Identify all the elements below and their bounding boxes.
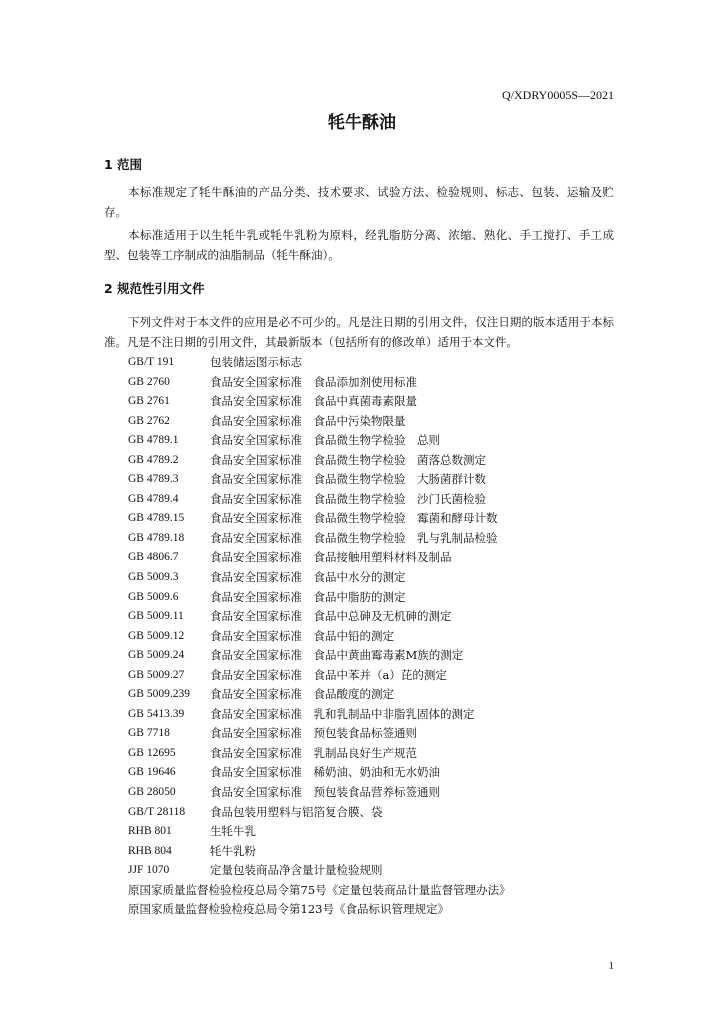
reference-title: 食品安全国家标准 食品微生物学检验 沙门氏菌检验 (210, 491, 486, 506)
reference-title: 食品安全国家标准 食品中脂肪的测定 (210, 589, 406, 604)
reference-title: 食品包装用塑料与铝箔复合膜、袋 (210, 804, 383, 819)
reference-code: RHB 804 (128, 844, 172, 857)
reference-code: GB 4789.2 (128, 453, 179, 466)
reference-code: GB 4806.7 (128, 551, 179, 564)
reference-code: GB 2761 (128, 395, 170, 408)
section-1-paragraph-1: 本标准规定了牦牛酥油的产品分类、技术要求、试验方法、检验规则、标志、包装、运输及贮存。 (104, 185, 614, 219)
reference-title: 包装储运图示标志 (210, 355, 302, 369)
reference-row (128, 803, 618, 823)
reference-title: 食品安全国家标准 食品中真菌毒素限量 (210, 394, 417, 409)
reference-code: GB 2760 (128, 375, 170, 388)
reference-title: 生牦牛乳 (210, 824, 256, 839)
reference-row (128, 842, 618, 862)
reference-code: GB 19646 (128, 766, 176, 779)
reference-title: 食品安全国家标准 乳制品良好生产规范 (210, 745, 417, 760)
reference-code: GB 7718 (128, 727, 170, 740)
reference-row (128, 548, 618, 568)
reference-code: GB 2762 (128, 414, 170, 427)
reference-code: GB 5009.239 (128, 688, 190, 701)
reference-row (128, 744, 618, 764)
reference-title: 食品安全国家标准 预包装食品标签通则 (210, 726, 417, 741)
reference-title: 食品安全国家标准 食品中黄曲霉毒素M族的测定 (210, 648, 464, 663)
reference-row (128, 763, 618, 783)
reference-code: GB 5413.39 (128, 707, 185, 720)
reference-title: 食品安全国家标准 食品中污染物限量 (210, 413, 406, 428)
reference-row (128, 666, 618, 686)
section-2-intro: 下列文件对于本文件的应用是必不可少的。凡是注日期的引用文件，仅注日期的版本适用于本标准。凡是不注日期的引用文件，其最新版本（包括所有的修改单）适用于本文件。 (104, 315, 614, 349)
reference-code: GB 5009.11 (128, 610, 184, 623)
reference-code: GB 5009.3 (128, 571, 179, 584)
reference-title: 牦牛乳粉 (210, 843, 256, 858)
reference-title: 食品安全国家标准 食品微生物学检验 霉菌和酵母计数 (210, 511, 498, 526)
reference-title: 食品安全国家标准 乳和乳制品中非脂乳固体的测定 (210, 706, 475, 721)
reference-code: GB 28050 (128, 786, 176, 799)
standard-code: Q/XDRY0005S—2021 (501, 88, 614, 102)
reference-title: 食品安全国家标准 食品中铅的测定 (210, 628, 394, 643)
reference-title: 食品安全国家标准 食品中苯并（a）芘的测定 (210, 667, 447, 682)
reference-row (128, 627, 618, 647)
reference-row (128, 431, 618, 451)
order-reference-2: 原国家质量监督检验检疫总局令第123号《食品标识管理规定》 (128, 902, 449, 917)
reference-row (128, 451, 618, 471)
reference-title: 食品安全国家标准 食品添加剂使用标准 (210, 374, 417, 389)
reference-title: 食品安全国家标准 食品酸度的测定 (210, 687, 394, 702)
reference-title: 食品安全国家标准 食品中水分的测定 (210, 570, 406, 585)
reference-code: RHB 801 (128, 825, 172, 838)
reference-row (128, 705, 618, 725)
reference-title: 定量包装商品净含量计量检验规则 (210, 863, 383, 878)
reference-row (128, 568, 618, 588)
reference-title: 食品安全国家标准 食品中总砷及无机砷的测定 (210, 609, 452, 624)
section-1-heading: 1 范围 (104, 157, 143, 172)
reference-title: 食品安全国家标准 食品微生物学检验 总则 (210, 433, 440, 448)
reference-code: GB 5009.12 (128, 629, 185, 642)
reference-code: GB 4789.3 (128, 473, 179, 486)
reference-row (128, 470, 618, 490)
reference-code: GB/T 28118 (128, 805, 186, 818)
reference-title: 食品安全国家标准 食品微生物学检验 乳与乳制品检验 (210, 530, 498, 545)
reference-row (128, 373, 618, 393)
reference-row (128, 588, 618, 608)
order-reference-1: 原国家质量监督检验检疫总局令第75号《定量包装商品计量监督管理办法》 (128, 882, 511, 897)
reference-code: GB 12695 (128, 746, 176, 759)
reference-row (128, 490, 618, 510)
reference-row (128, 685, 618, 705)
reference-code: GB 5009.6 (128, 590, 179, 603)
reference-row (128, 412, 618, 432)
reference-row (128, 822, 618, 842)
reference-code: GB 4789.15 (128, 512, 185, 525)
reference-title: 食品安全国家标准 稀奶油、奶油和无水奶油 (210, 765, 440, 780)
document-title: 牦牛酥油 (328, 113, 396, 133)
reference-code: GB 4789.18 (128, 531, 185, 544)
page-number: 1 (608, 960, 614, 972)
reference-code: GB 4789.1 (128, 434, 179, 447)
reference-row (128, 529, 618, 549)
reference-code: GB 5009.27 (128, 668, 185, 681)
reference-row (128, 392, 618, 412)
section-1-paragraph-2: 本标准适用于以生牦牛乳或牦牛乳粉为原料，经乳脂肪分离、浓缩、熟化、手工搅打、手工成型、包装等工序制成的油脂制品（牦牛酥油）。 (104, 228, 614, 262)
reference-code: GB/T 191 (128, 356, 175, 368)
reference-row (128, 509, 618, 529)
section-2-heading: 2 规范性引用文件 (104, 281, 205, 296)
reference-row (128, 646, 618, 666)
reference-row (128, 353, 618, 373)
reference-row (128, 724, 618, 744)
reference-title: 食品安全国家标准 食品微生物学检验 菌落总数测定 (210, 452, 486, 467)
reference-code: JJF 1070 (128, 864, 170, 877)
reference-code: GB 4789.4 (128, 492, 179, 505)
reference-title: 食品安全国家标准 预包装食品营养标签通则 (210, 785, 440, 800)
reference-row (128, 861, 618, 881)
reference-row (128, 783, 618, 803)
reference-title: 食品安全国家标准 食品接触用塑料材料及制品 (210, 550, 452, 565)
reference-list (128, 353, 618, 920)
reference-row (128, 607, 618, 627)
reference-code: GB 5009.24 (128, 649, 185, 662)
reference-title: 食品安全国家标准 食品微生物学检验 大肠菌群计数 (210, 472, 486, 487)
